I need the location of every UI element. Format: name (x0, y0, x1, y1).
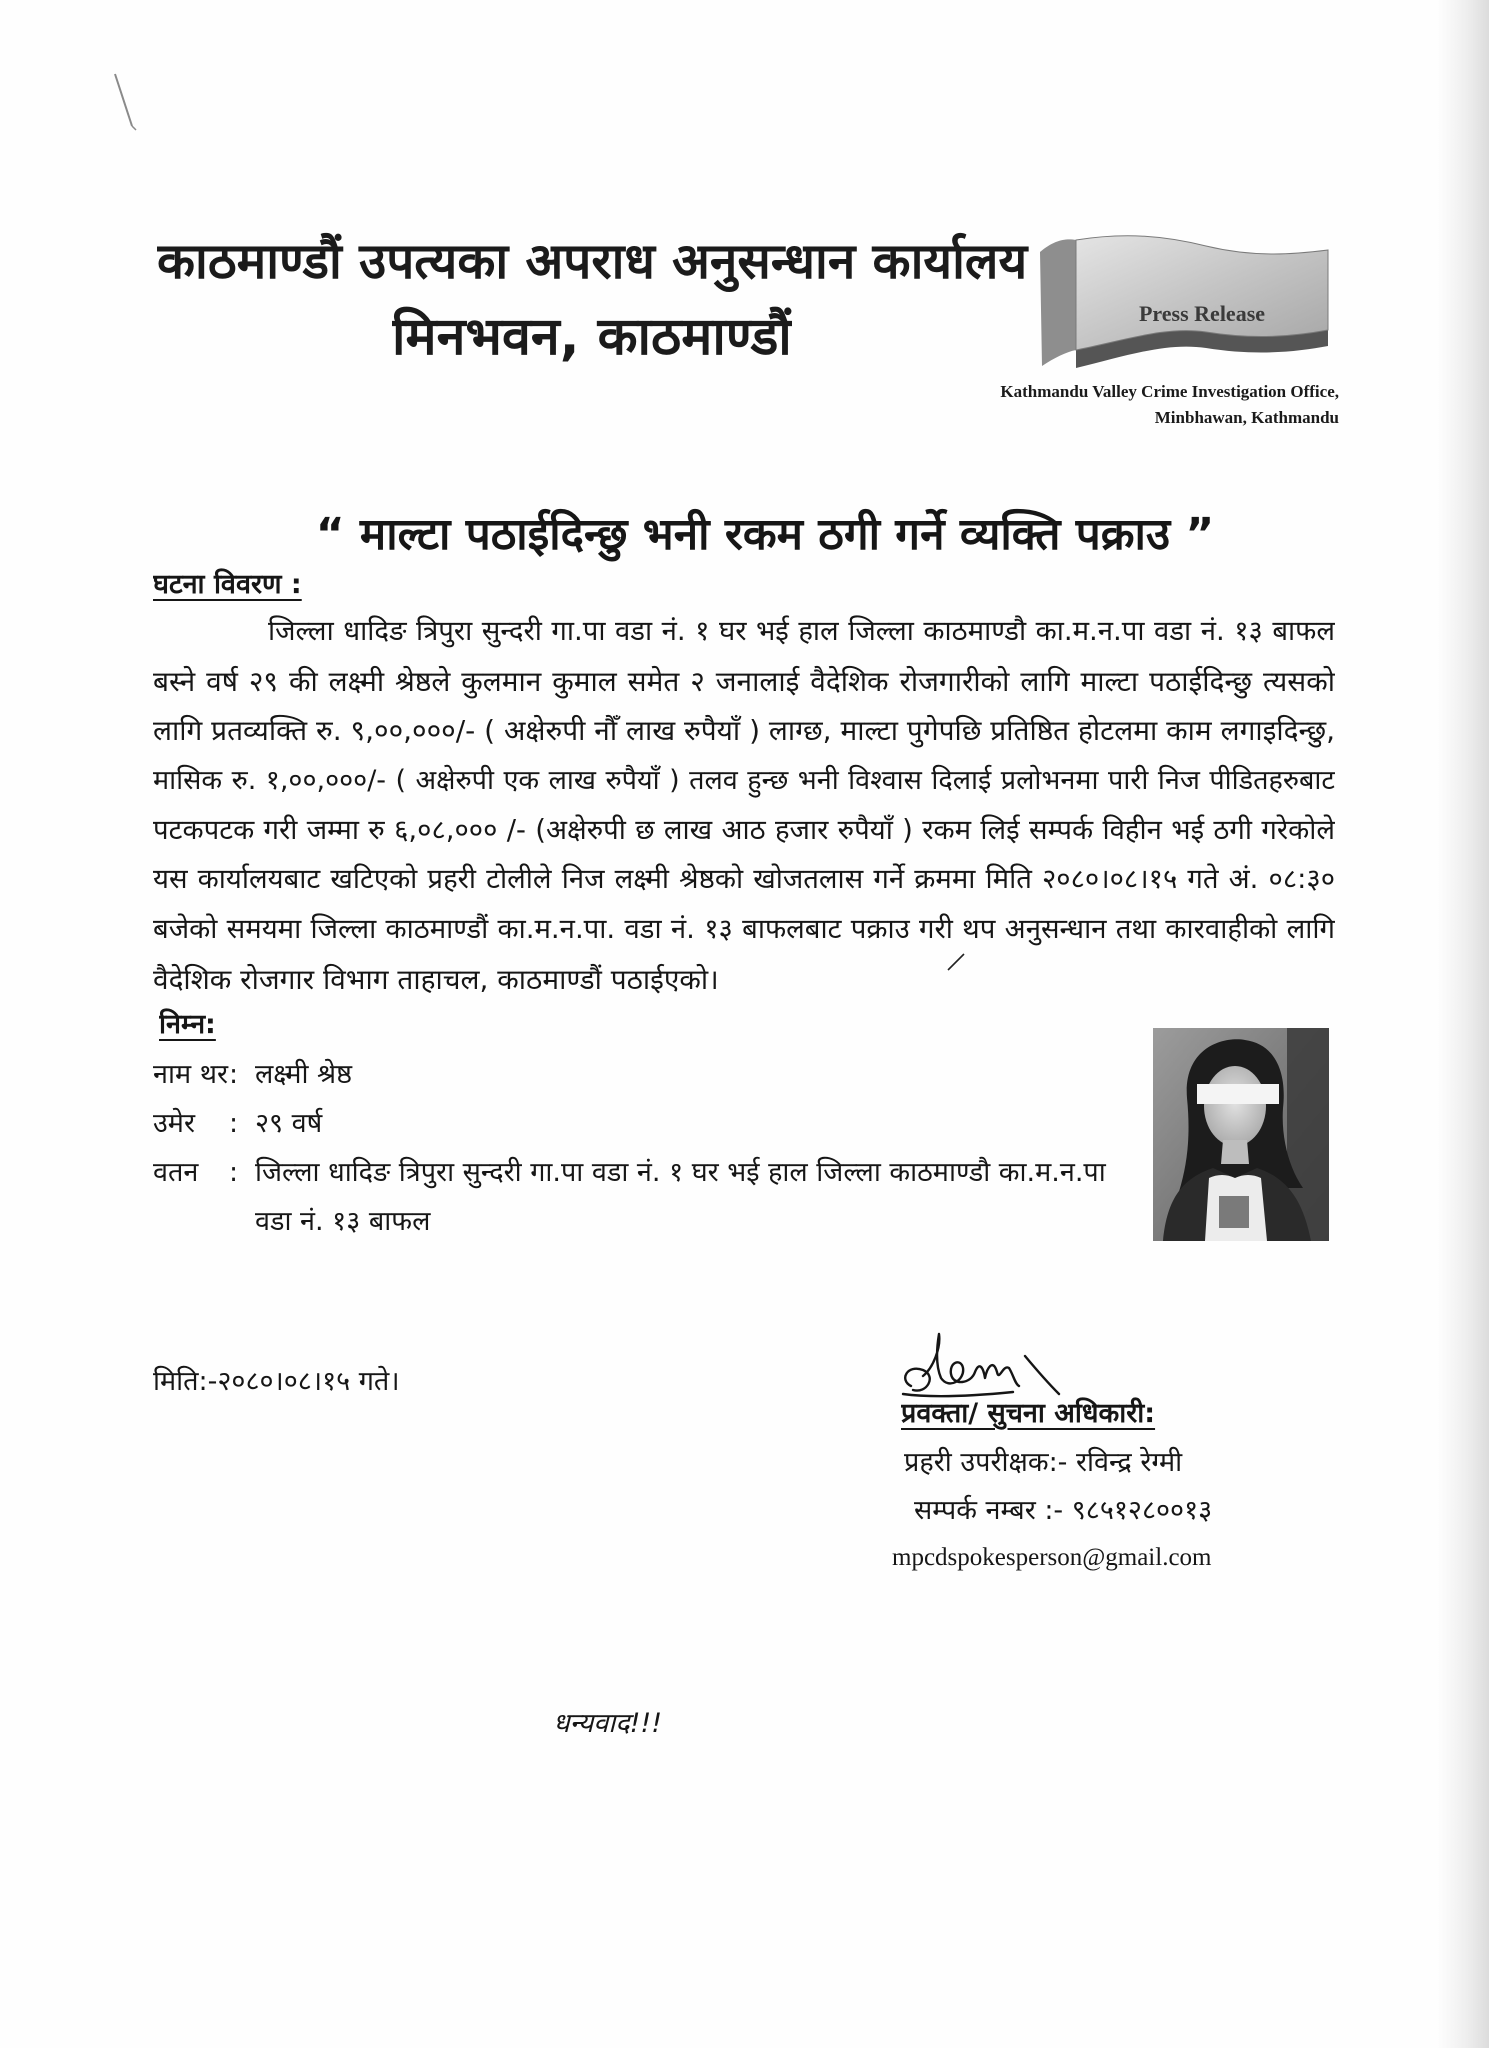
spokesperson-phone: सम्पर्क नम्बर :- ९८५१२८००१३ (914, 1495, 1213, 1526)
detail-value: वडा नं. १३ बाफल (255, 1206, 431, 1237)
detail-row-age (153, 1099, 1133, 1148)
detail-label: नाम थर (153, 1059, 229, 1090)
spokesperson-heading: प्रवक्ता/ सुचना अधिकारी: (901, 1398, 1156, 1429)
incident-line: बजेको समयमा जिल्ला काठमाण्डौं का.म.न.पा. वडा नं. १३ बाफलबाट पक्राउ गरी थप अनुसन्धान तथा कारवाहीको लागि (153, 913, 1335, 946)
incident-line: लागि प्रतव्यक्ति रु. ९,००,०००/- ( अक्षेरुपी नौँ लाख रुपैयाँ ) लाग्छ, माल्टा पुगेपछि प्रतिष्ठित होटलमा काम लगाइदिन्छु, (153, 714, 1335, 748)
office-location: मिनभवन, काठमाण्डौं (392, 307, 792, 367)
office-name-english: Kathmandu Valley Crime Investigation Office, (1000, 382, 1339, 401)
incident-line: यस कार्यालयबाट खटिएको प्रहरी टोलीले निज लक्ष्मी श्रेष्ठको खोजतलास गर्ने क्रममा मिति २०८०।०८।१५ गते अं. ०८:३० (153, 863, 1335, 896)
photo-neck (1221, 1140, 1249, 1164)
detail-row-name (153, 1050, 1133, 1099)
scan-edge (1437, 0, 1489, 2048)
eye-blur-bar (1197, 1084, 1279, 1104)
incident-description (153, 607, 1335, 1005)
detail-row-address-continued (153, 1197, 1133, 1246)
detail-colon: : (229, 1157, 239, 1188)
detail-value: जिल्ला धादिङ त्रिपुरा सुन्दरी गा.पा वडा नं. १ घर भई हाल जिल्ला काठमाण्डौ का.म.न.पा (255, 1157, 1106, 1188)
office-location-english: Minbhawan, Kathmandu (1154, 408, 1339, 427)
photo-face (1204, 1066, 1266, 1146)
incident-line: जिल्ला धादिङ त्रिपुरा सुन्दरी गा.पा वडा नं. १ घर भई हाल जिल्ला काठमाण्डौ का.म.न.पा वडा नं. १३ बाफल (268, 615, 1335, 647)
incident-line: वैदेशिक रोजगार विभाग ताहाचल, काठमाण्डौं पठाईएको। (153, 962, 719, 996)
incident-line: बस्ने वर्ष २९ की लक्ष्मी श्रेष्ठले कुलमान कुमाल समेत २ जनालाई वैदेशिक रोजगारीको लागि माल्टा पठाईदिन्छु त्यसको (153, 664, 1335, 698)
detail-colon: : (229, 1108, 239, 1139)
detail-label: वतन (153, 1157, 199, 1188)
incident-line: पटकपटक गरी जम्मा रु ६,०८,००० /- (अक्षेरुपी छ लाख आठ हजार रुपैयाँ ) रकम लिई सम्पर्क विहीन भई ठगी गरेकोले (153, 813, 1335, 846)
press-release-label: Press Release (1138, 301, 1266, 326)
detail-value: २९ वर्ष (255, 1108, 323, 1139)
banner-fold (1040, 239, 1076, 366)
detail-value: लक्ष्मी श्रेष्ठ (255, 1059, 353, 1090)
press-release-banner (1036, 230, 1336, 385)
spokesperson-email: mpcdspokesperson@gmail.com (892, 1544, 1212, 1571)
detail-row-address (153, 1148, 1133, 1197)
closing-thanks: धन्यवाद!!! (553, 1708, 663, 1739)
headline: “ माल्टा पठाईदिन्छु भनी रकम ठगी गर्ने व्यक्ति पक्राउ ” (315, 509, 1215, 560)
scan-mark (110, 70, 140, 134)
spokesperson-name: प्रहरी उपरीक्षक:- रविन्द्र रेग्मी (904, 1447, 1183, 1478)
release-date: मिति:-२०८०।०८।१५ गते। (153, 1366, 400, 1397)
incident-heading: घटना विवरण : (153, 569, 302, 600)
detail-label: उमेर (153, 1108, 195, 1139)
pen-tick-mark (946, 948, 968, 974)
detail-colon: : (229, 1059, 239, 1090)
incident-line: मासिक रु. १,००,०००/- ( अक्षेरुपी एक लाख रुपैयाँ ) तलव हुन्छ भनी विश्वास दिलाई प्रलोभनमा पारी निज पीडितहरुबाट (153, 765, 1335, 797)
office-title: काठमाण्डौं उपत्यका अपराध अनुसन्धान कार्यालय (157, 232, 1028, 290)
suspect-photo (1153, 1028, 1329, 1241)
details-heading: निम्न: (159, 1009, 216, 1040)
photo-shirt-print (1219, 1196, 1249, 1228)
suspect-details (153, 1050, 1133, 1246)
